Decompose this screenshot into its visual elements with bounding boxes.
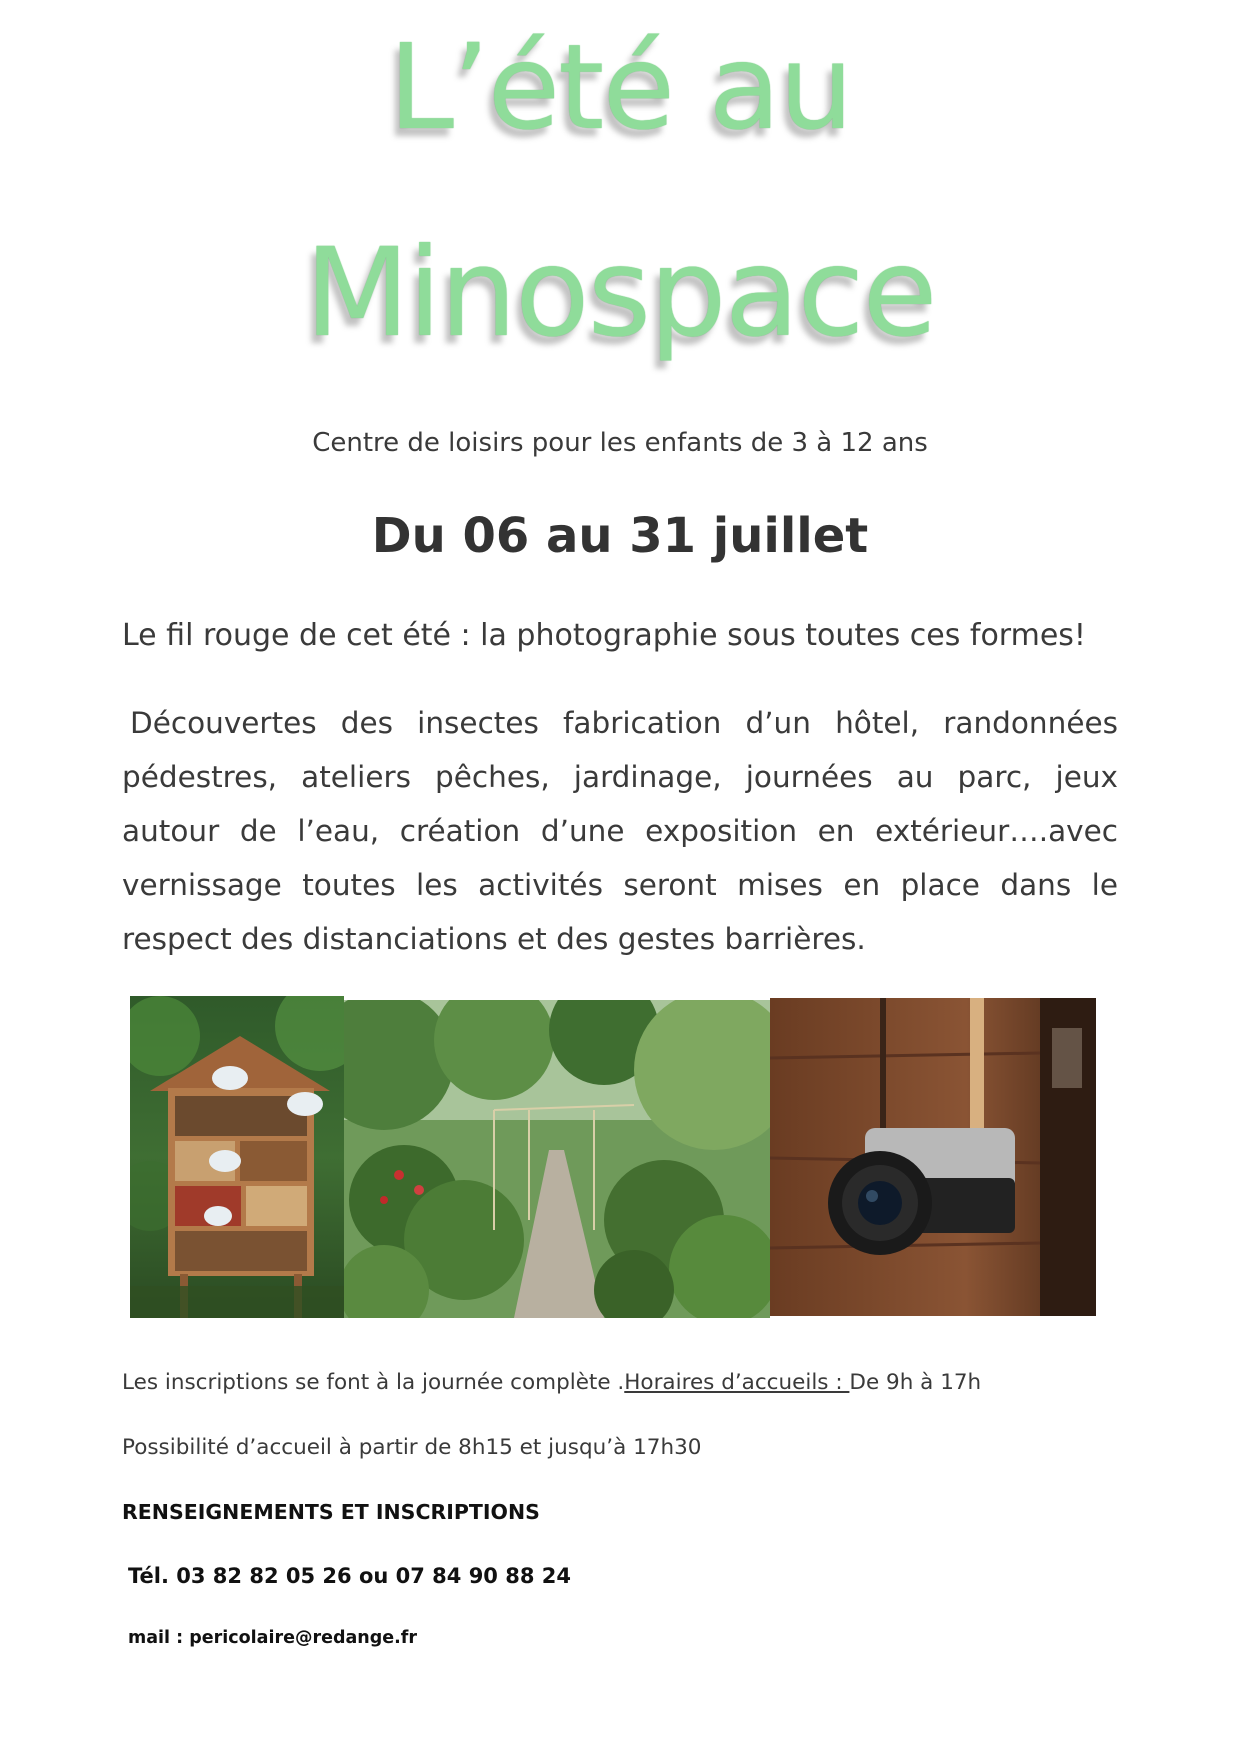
camera-photo xyxy=(770,998,1096,1316)
activities-description: Découvertes des insectes fabrication d’un hôtel, randonnées pédestres, ateliers pêches, jardinage, journées au parc, jeux autour de l’eau, création d’une exposition en extérieur….avec vernissage toutes les activités seront mises en place dans le respect des distanciations et des gestes barrières. xyxy=(122,706,1118,956)
title-line-1: L’été au xyxy=(388,18,852,156)
hours-label: Horaires d’accueils : xyxy=(624,1370,850,1395)
contact-heading: RENSEIGNEMENTS ET INSCRIPTIONS xyxy=(122,1500,540,1524)
registration-prefix: Les inscriptions se font à la journée complète . xyxy=(122,1370,625,1395)
registration-info xyxy=(122,1370,981,1395)
dates-heading: Du 06 au 31 juillet xyxy=(371,508,869,564)
contact-email: mail : pericolaire@redange.fr xyxy=(128,1628,418,1648)
insect-hotel-photo xyxy=(130,996,344,1318)
theme-line: Le fil rouge de cet été : la photographie sous toutes ces formes! xyxy=(122,618,1086,653)
title-line-2: Minospace xyxy=(304,222,936,364)
hours-value: De 9h à 17h xyxy=(849,1370,982,1395)
phone-numbers: Tél. 03 82 82 05 26 ou 07 84 90 88 24 xyxy=(128,1564,571,1588)
extended-hours-info: Possibilité d’accueil à partir de 8h15 et jusqu’à 17h30 xyxy=(122,1435,702,1460)
subtitle: Centre de loisirs pour les enfants de 3 à 12 ans xyxy=(312,428,928,458)
photo-strip xyxy=(130,996,1096,1318)
vegetable-garden-photo xyxy=(344,1000,770,1318)
